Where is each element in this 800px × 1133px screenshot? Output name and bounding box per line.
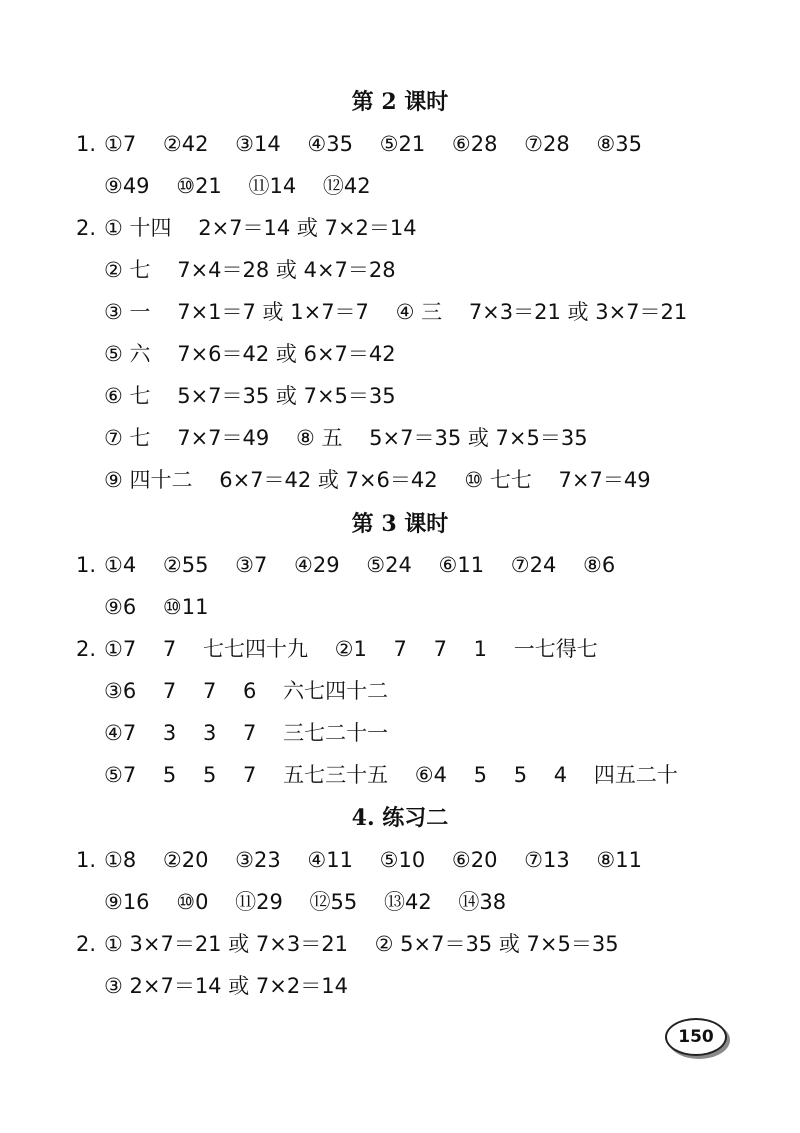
answer-line: ② 七 7×4＝28 或 4×7＝28: [104, 258, 396, 282]
answer-line: ①7 ②42 ③14 ④35 ⑤21 ⑥28 ⑦28 ⑧35: [104, 132, 642, 156]
answer-line: ⑤7 5 5 7 五七三十五 ⑥4 5 5 4 四五二十: [104, 763, 678, 787]
question-number: 1.: [76, 553, 97, 577]
question-number: 2.: [76, 637, 97, 661]
page-number-badge: [665, 1018, 727, 1056]
section-title: 4. 练习二: [351, 805, 449, 831]
answer-line: ①7 7 七七四十九 ②1 7 7 1 一七得七: [104, 637, 598, 661]
question-number: 2.: [76, 216, 97, 240]
answer-line: ⑥ 七 5×7＝35 或 7×5＝35: [104, 384, 396, 408]
answer-line: ③6 7 7 6 六七四十二: [104, 679, 389, 703]
answer-line: ③ 2×7＝14 或 7×2＝14: [104, 974, 348, 998]
answer-line: ⑨ 四十二 6×7＝42 或 7×6＝42 ⑩ 七七 7×7＝49: [104, 468, 651, 492]
answer-line: ① 3×7＝21 或 7×3＝21 ② 5×7＝35 或 7×5＝35: [104, 932, 619, 956]
question-number: 2.: [76, 932, 97, 956]
section-title: 第 2 课时: [351, 89, 449, 115]
question-number: 1.: [76, 132, 97, 156]
answer-line: ①8 ②20 ③23 ④11 ⑤10 ⑥20 ⑦13 ⑧11: [104, 848, 642, 872]
answer-line: ⑦ 七 7×7＝49 ⑧ 五 5×7＝35 或 7×5＝35: [104, 426, 588, 450]
page-number: 150: [678, 1027, 714, 1047]
question-number: 1.: [76, 848, 97, 872]
answer-line: ⑨16 ⑩0 ⑪29 ⑫55 ⑬42 ⑭38: [104, 890, 507, 914]
answer-line: ③ 一 7×1＝7 或 1×7＝7 ④ 三 7×3＝21 或 3×7＝21: [104, 300, 688, 324]
answer-line: ①4 ②55 ③7 ④29 ⑤24 ⑥11 ⑦24 ⑧6: [104, 553, 616, 577]
section-title: 第 3 课时: [351, 511, 449, 537]
answer-line: ⑤ 六 7×6＝42 或 6×7＝42: [104, 342, 396, 366]
answer-line: ④7 3 3 7 三七二十一: [104, 721, 389, 745]
answer-line: ⑨6 ⑩11: [104, 595, 209, 619]
answer-line: ⑨49 ⑩21 ⑪14 ⑫42: [104, 174, 371, 198]
answer-line: ① 十四 2×7＝14 或 7×2＝14: [104, 216, 417, 240]
